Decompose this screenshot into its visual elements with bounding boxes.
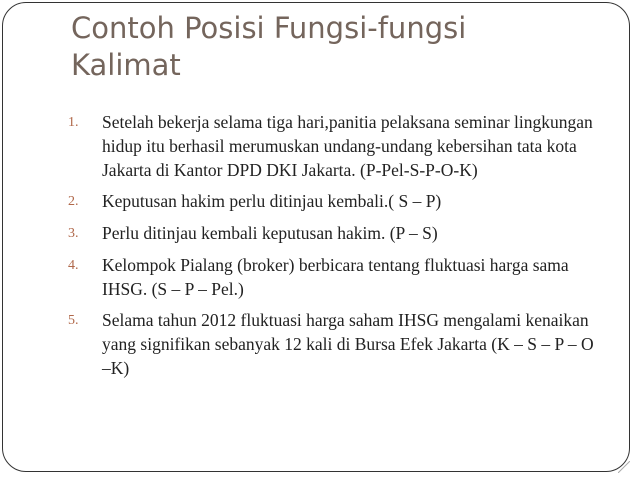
list-item-number: 4. — [68, 258, 79, 273]
slide-title-line2: Kalimat — [71, 48, 181, 82]
example-list — [68, 110, 603, 387]
list-item-text: Setelah bekerja selama tiga hari,panitia pelaksana seminar lingkungan hidup itu berhasil merumuskan undang-undang kebersihan tata kota Jakarta di Kantor DPD DKI Jakarta. (P-Pel-S-P-O-K) — [102, 112, 593, 180]
corner-fold-icon — [618, 461, 630, 473]
list-item — [68, 253, 603, 301]
list-item — [68, 189, 603, 214]
list-item — [68, 110, 603, 182]
list-item-number: 2. — [68, 194, 79, 209]
list-item-number: 1. — [68, 115, 79, 130]
list-item — [68, 221, 603, 246]
list-item — [68, 308, 603, 380]
slide-title — [71, 10, 591, 84]
slide-title-line1: Contoh Posisi Fungsi-fungsi — [71, 11, 467, 45]
list-item-text: Keputusan hakim perlu ditinjau kembali.( S – P) — [102, 191, 442, 211]
list-item-text: Perlu ditinjau kembali keputusan hakim. (P – S) — [102, 223, 438, 243]
list-item-text: Selama tahun 2012 fluktuasi harga saham IHSG mengalami kenaikan yang signifikan sebanyak 12 kali di Bursa Efek Jakarta (K – S – P – O –K) — [102, 310, 594, 378]
list-item-number: 3. — [68, 226, 79, 241]
list-item-number: 5. — [68, 313, 79, 328]
list-item-text: Kelompok Pialang (broker) berbicara tentang fluktuasi harga sama IHSG. (S – P – Pel.) — [102, 255, 569, 299]
